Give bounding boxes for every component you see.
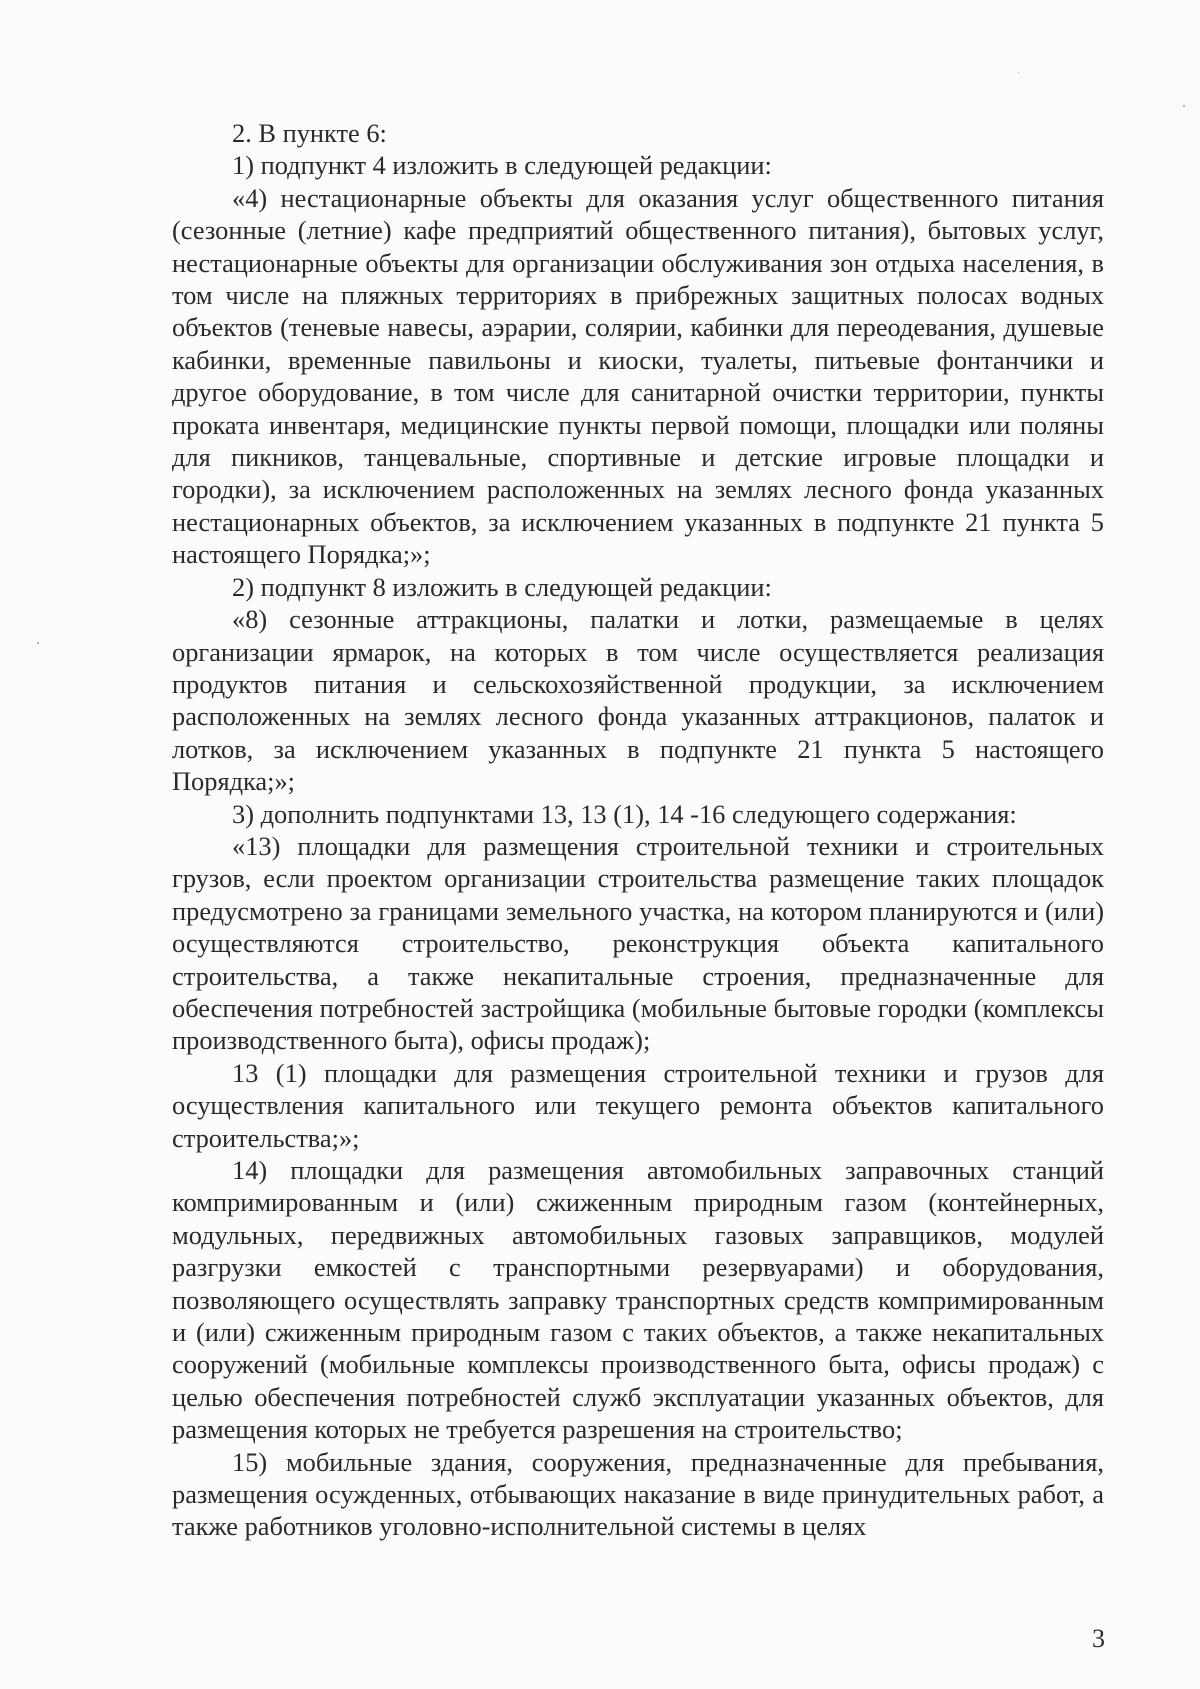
scan-speck — [1018, 72, 1019, 73]
paragraph-supplement-instruction: 3) дополнить подпунктами 13, 13 (1), 14 -16 следующего содержания: — [232, 798, 1017, 829]
paragraph-subitem-14-text: 14) площадки для размещения автомобильных заправочных станций компримированным и (или) сжиженным природным газом (контейнерных, модульных, передвижных автомобильных газовых заправщиков, модулей разгрузки емкостей с транспортными резервуарами) и оборудования, позволяющего осуществлять заправку транспортных средств компримированным и (или) сжиженным природным газом с таких объектов, а также некапитальных сооружений (мобильные комплексы производственного быта, офисы продаж) с целью обеспечения потребностей служб эксплуатации указанных объектов, для размещения которых не требуется разрешения на строительство; — [172, 1155, 1104, 1445]
scan-speck — [1183, 105, 1185, 107]
scan-speck — [37, 642, 39, 644]
document-body — [172, 117, 1104, 1543]
paragraph-subitem-8-instruction: 2) подпункт 8 изложить в следующей редакции: — [232, 571, 772, 602]
paragraph-subitem-4-text: «4) нестационарные объекты для оказания услуг общественного питания (сезонные (летние) кафе предприятий общественного питания), бытовых услуг, нестационарные объекты для организации обслуживания зон отдыха населения, в том числе на пляжных территориях в прибрежных защитных полосах водных объектов (теневые навесы, аэрарии, солярии, кабинки для переодевания, душевые кабинки, временные павильоны и киоски, туалеты, питьевые фонтанчики и другое оборудование, в том числе для санитарной очистки территории, пункты проката инвентаря, медицинские пункты первой помощи, площадки или поляны для пикников, танцевальные, спортивные и детские игровые площадки и городки), за исключением расположенных на землях лесного фонда указанных нестационарных объектов, за исключением указанных в подпункте 21 пункта 5 настоящего Порядка;»; — [172, 182, 1104, 570]
paragraph-subitem-4-instruction: 1) подпункт 4 изложить в следующей редакции: — [232, 150, 772, 181]
paragraph-subitem-13-1-text: 13 (1) площадки для размещения строительной техники и грузов для осуществления капитального или текущего ремонта объектов капитального строительства;»; — [172, 1057, 1104, 1153]
paragraph-subitem-13-text: «13) площадки для размещения строительной техники и строительных грузов, если проектом организации строительства размещение таких площадок предусмотрено за границами земельного участка, на котором планируются и (или) осуществляются строительство, реконструкция объекта капитального строительства, а также некапитальные строения, предназначенные для обеспечения потребностей застройщика (мобильные бытовые городки (комплексы производственного быта), офисы продаж); — [172, 830, 1104, 1056]
paragraph-item-6-heading: 2. В пункте 6: — [232, 118, 387, 148]
page-number: 3 — [1092, 1624, 1105, 1653]
paragraph-subitem-15-text: 15) мобильные здания, сооружения, предназначенные для пребывания, размещения осужденных, отбывающих наказание в виде принудительных работ, а также работников уголовно-исполнительной системы в целях — [172, 1446, 1104, 1542]
paragraph-subitem-8-text: «8) сезонные аттракционы, палатки и лотки, размещаемые в целях организации ярмарок, на которых в том числе осуществляется реализация продуктов питания и сельскохозяйственной продукции, за исключением расположенных на землях лесного фонда указанных аттракционов, палаток и лотков, за исключением указанных в подпункте 21 пункта 5 настоящего Порядка;»; — [172, 604, 1104, 797]
